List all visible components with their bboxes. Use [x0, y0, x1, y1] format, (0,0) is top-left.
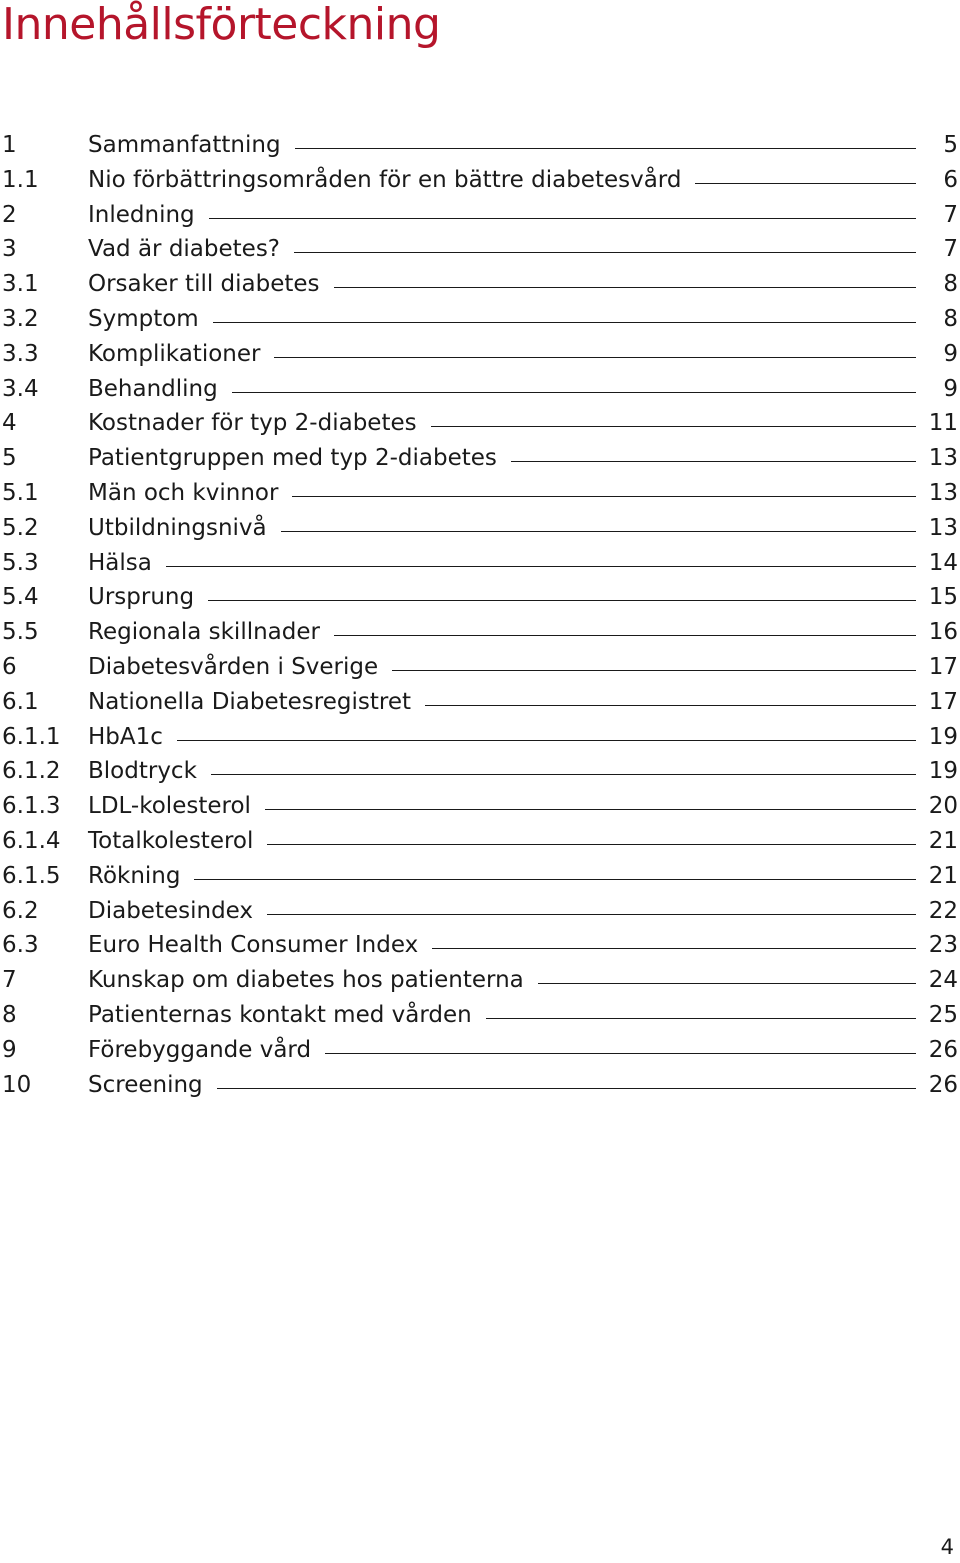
toc-entry-number: 3.1 [2, 271, 39, 298]
toc-entry-page: 16 [928, 619, 958, 646]
toc-entry-number: 6 [2, 653, 17, 680]
toc-entry-page: 15 [928, 584, 958, 611]
toc-entry[interactable] [0, 789, 960, 824]
toc-entry-number: 5.4 [2, 584, 39, 611]
toc-entry-title[interactable]: Diabetesvården i Sverige [88, 653, 379, 680]
toc-entry[interactable] [0, 859, 960, 894]
toc-leader-line [511, 460, 916, 462]
toc-entry-page: 7 [943, 201, 958, 228]
toc-entry[interactable] [0, 302, 960, 337]
toc-entry-number: 1 [2, 132, 17, 158]
toc-entry-number: 3.3 [2, 340, 39, 367]
toc-entry-title[interactable]: Euro Health Consumer Index [88, 932, 419, 959]
toc-entry-title[interactable]: HbA1c [88, 723, 163, 750]
toc-entry[interactable] [0, 894, 960, 929]
toc-entry-number: 3 [2, 236, 17, 263]
toc-leader-line [274, 356, 916, 358]
toc-entry[interactable] [0, 824, 960, 859]
toc-entry-page: 22 [928, 897, 958, 924]
toc-entry-title[interactable]: Vad är diabetes? [88, 236, 281, 263]
toc-entry-number: 6.1 [2, 688, 39, 715]
toc-entry[interactable] [0, 476, 960, 511]
toc-entry-number: 7 [2, 967, 17, 994]
toc-entry-page: 13 [928, 514, 958, 541]
toc-entry-page: 5 [943, 132, 958, 158]
toc-entry[interactable] [0, 511, 960, 546]
toc-entry-number: 2 [2, 201, 17, 228]
toc-leader-line [695, 182, 916, 184]
toc-entry-page: 19 [928, 758, 958, 785]
toc-entry-page: 17 [928, 653, 958, 680]
toc-entry-number: 6.3 [2, 932, 39, 959]
toc-entry-page: 13 [928, 479, 958, 506]
toc-leader-line [209, 217, 916, 219]
toc-entry[interactable] [0, 754, 960, 789]
toc-entry-number: 9 [2, 1036, 17, 1063]
toc-leader-line [431, 425, 916, 427]
toc-leader-line [166, 565, 916, 567]
toc-entry[interactable] [0, 928, 960, 963]
toc-entry-page: 23 [928, 932, 958, 959]
toc-entry-page: 7 [943, 236, 958, 263]
toc-entry-title[interactable]: Symptom [88, 305, 199, 332]
toc-entry-number: 10 [2, 1071, 32, 1098]
toc-entry-title[interactable]: Kunskap om diabetes hos patienterna [88, 967, 524, 994]
toc-entry-page: 19 [928, 723, 958, 750]
toc-entry-number: 6.1.4 [2, 827, 61, 854]
toc-entry[interactable] [0, 163, 960, 198]
toc-leader-line [295, 147, 916, 149]
toc-leader-line [281, 530, 916, 532]
toc-entry[interactable] [0, 615, 960, 650]
toc-entry-number: 8 [2, 1001, 17, 1028]
toc-entry-page: 21 [928, 862, 958, 889]
toc-leader-line [294, 251, 916, 253]
toc-entry[interactable] [0, 267, 960, 302]
toc-entry-number: 6.1.1 [2, 723, 61, 750]
toc-entry-page: 20 [928, 793, 958, 820]
toc-entry-page: 21 [928, 827, 958, 854]
toc-entry[interactable] [0, 720, 960, 755]
toc-entry-page: 11 [928, 410, 958, 437]
toc-entry-title[interactable]: Blodtryck [88, 758, 197, 785]
toc-leader-line [292, 495, 916, 497]
toc-leader-line [194, 878, 916, 880]
toc-entry[interactable] [0, 650, 960, 685]
toc-entry-title[interactable]: Orsaker till diabetes [88, 271, 320, 298]
toc-entry-number: 5.3 [2, 549, 39, 576]
toc-leader-line [265, 808, 916, 810]
toc-entry[interactable] [0, 128, 960, 163]
toc-entry-number: 5.2 [2, 514, 39, 541]
page-number: 4 [940, 1535, 954, 1559]
toc-entry-page: 13 [928, 445, 958, 472]
toc-entry[interactable] [0, 337, 960, 372]
toc-entry-title[interactable]: Kostnader för typ 2-diabetes [88, 410, 417, 437]
toc-entry[interactable] [0, 198, 960, 233]
toc-entry-title[interactable]: Nationella Diabetesregistret [88, 688, 411, 715]
toc-entry-title[interactable]: Rökning [88, 862, 181, 889]
toc-entry-number: 6.2 [2, 897, 39, 924]
toc-entry[interactable] [0, 232, 960, 267]
toc-leader-line [208, 599, 916, 601]
toc-entry-page: 26 [928, 1071, 958, 1098]
toc-entry-number: 5 [2, 445, 17, 472]
toc-leader-line [486, 1017, 916, 1019]
toc-entry-title[interactable]: Screening [88, 1071, 203, 1098]
toc-entry-number: 3.2 [2, 305, 39, 332]
toc-entry-title[interactable]: Män och kvinnor [88, 479, 279, 506]
toc-entry-title[interactable]: Hälsa [88, 549, 152, 576]
toc-entry-number: 6.1.5 [2, 862, 61, 889]
toc-entry[interactable] [0, 580, 960, 615]
toc-entry-title[interactable]: Patientgruppen med typ 2-diabetes [88, 445, 497, 472]
toc-leader-line [432, 947, 916, 949]
toc-entry[interactable] [0, 546, 960, 581]
toc-entry-page: 25 [928, 1001, 958, 1028]
toc-entry-title[interactable]: Inledning [88, 201, 195, 228]
toc-entry-number: 6.1.3 [2, 793, 61, 820]
toc-leader-line [392, 669, 916, 671]
toc-leader-line [325, 1052, 916, 1054]
page-title: Innehållsförteckning [2, 0, 441, 50]
toc-leader-line [267, 843, 916, 845]
toc-entry[interactable] [0, 963, 960, 998]
toc-entry-title[interactable]: Behandling [88, 375, 218, 402]
toc-entry-title[interactable]: LDL-kolesterol [88, 793, 251, 820]
toc-entry-title[interactable]: Nio förbättringsområden för en bättre diabetesvård [88, 166, 682, 193]
toc-entry-page: 24 [928, 967, 958, 994]
toc-leader-line [217, 1087, 916, 1089]
toc-entry-page: 8 [943, 305, 958, 332]
toc-entry[interactable] [0, 1068, 960, 1103]
toc-leader-line [232, 391, 916, 393]
toc-entry-number: 6.1.2 [2, 758, 61, 785]
toc-entry-number: 1.1 [2, 166, 39, 193]
toc-entry-title[interactable]: Totalkolesterol [88, 827, 254, 854]
toc-leader-line [538, 982, 916, 984]
toc-entry[interactable] [0, 372, 960, 407]
toc-entry[interactable] [0, 441, 960, 476]
toc-leader-line [334, 286, 916, 288]
toc-entry-number: 4 [2, 410, 17, 437]
toc-entry-title[interactable]: Ursprung [88, 584, 195, 611]
toc-entry-number: 5.1 [2, 479, 39, 506]
toc-entry[interactable] [0, 406, 960, 441]
toc-entry-number: 3.4 [2, 375, 39, 402]
toc-entry[interactable] [0, 1033, 960, 1068]
toc-leader-line [213, 321, 916, 323]
toc-leader-line [334, 634, 916, 636]
toc-entry-page: 9 [943, 340, 958, 367]
table-of-contents [0, 128, 960, 1102]
toc-entry-page: 9 [943, 375, 958, 402]
toc-entry-title[interactable]: Förebyggande vård [88, 1036, 312, 1063]
toc-leader-line [211, 773, 916, 775]
toc-leader-line [267, 913, 916, 915]
toc-entry-title[interactable]: Patienternas kontakt med vården [88, 1001, 472, 1028]
toc-entry-title[interactable]: Diabetesindex [88, 897, 254, 924]
toc-entry-page: 26 [928, 1036, 958, 1063]
toc-entry-title[interactable]: Utbildningsnivå [88, 514, 267, 541]
toc-entry[interactable] [0, 998, 960, 1033]
toc-entry-page: 8 [943, 271, 958, 298]
toc-entry-page: 17 [928, 688, 958, 715]
toc-entry-title[interactable]: Sammanfattning [88, 132, 281, 158]
toc-entry[interactable] [0, 685, 960, 720]
toc-entry-page: 14 [928, 549, 958, 576]
toc-leader-line [425, 704, 916, 706]
toc-entry-title[interactable]: Regionala skillnader [88, 619, 320, 646]
toc-entry-number: 5.5 [2, 619, 39, 646]
toc-leader-line [177, 739, 916, 741]
toc-entry-title[interactable]: Komplikationer [88, 340, 261, 367]
toc-entry-page: 6 [943, 166, 958, 193]
